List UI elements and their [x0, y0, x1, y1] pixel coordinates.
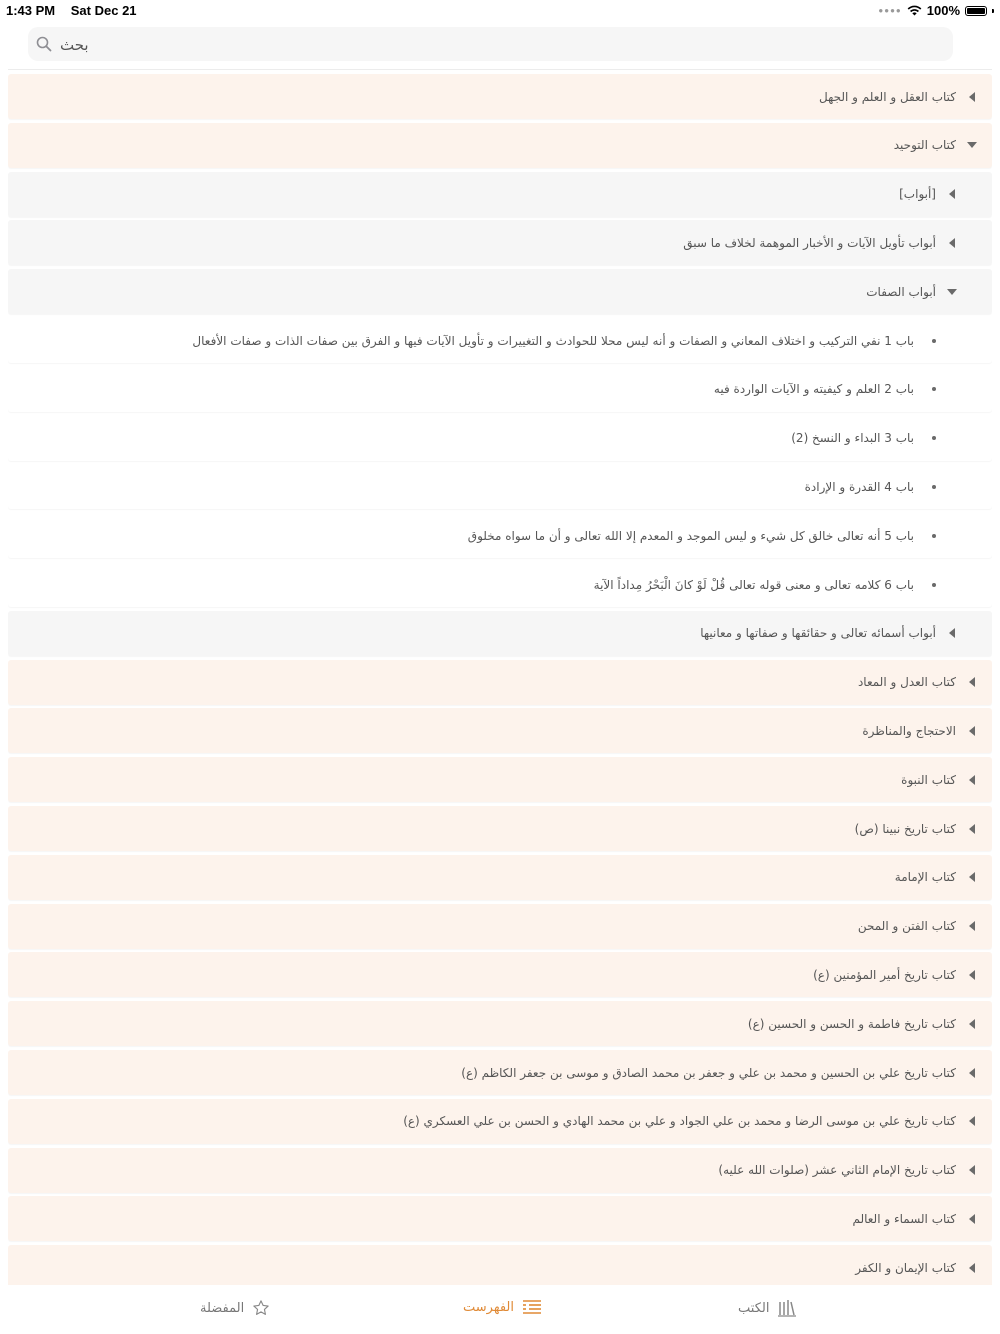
star-icon — [252, 1299, 270, 1317]
disclosure-collapsed-icon[interactable] — [966, 774, 978, 786]
bullet-icon — [928, 335, 940, 347]
cellular-dots-icon: ●●●● — [878, 6, 902, 15]
toc-row-label: كتاب العدل و المعاد — [857, 675, 956, 690]
toc-row-label: كتاب تاريخ فاطمة و الحسن و الحسين (ع) — [747, 1016, 956, 1031]
toc-row-label: [أبواب] — [899, 187, 936, 202]
disclosure-expanded-icon[interactable] — [966, 139, 978, 151]
disclosure-collapsed-icon[interactable] — [966, 1164, 978, 1176]
disclosure-collapsed-icon[interactable] — [966, 1067, 978, 1079]
disclosure-collapsed-icon[interactable] — [966, 1018, 978, 1030]
disclosure-collapsed-icon[interactable] — [966, 969, 978, 981]
battery-percent: 100% — [926, 3, 960, 18]
disclosure-collapsed-icon[interactable] — [966, 1262, 978, 1274]
toc-row-level-0[interactable] — [8, 1245, 992, 1286]
toc-row-level-0[interactable] — [8, 123, 992, 168]
toc-row-label: أبواب تأويل الآيات و الأخبار الموهمة لخلاف ما سبق — [683, 235, 936, 250]
status-date: Sat Dec 21 — [70, 3, 137, 18]
wifi-icon — [907, 5, 922, 16]
search-bar[interactable] — [28, 27, 953, 61]
toc-row-level-0[interactable] — [8, 74, 992, 119]
search-icon — [36, 36, 52, 52]
list-icon — [522, 1299, 542, 1315]
table-of-contents-list[interactable] — [8, 69, 992, 1286]
disclosure-collapsed-icon[interactable] — [966, 725, 978, 737]
toc-row-label: باب 6 كلامه تعالى و معنى قوله تعالى قُلْ لَوْ كانَ الْبَحْرُ مِداداً الآية — [593, 577, 914, 592]
toc-row-level-2[interactable] — [8, 318, 992, 363]
tab-favorites-label: المفضلة — [200, 1300, 245, 1316]
tab-books-label: الكتب — [738, 1300, 770, 1316]
bullet-icon — [928, 579, 940, 591]
status-time: 1:43 PM — [6, 3, 56, 18]
toc-row-label: كتاب التوحيد — [893, 138, 956, 153]
disclosure-collapsed-icon[interactable] — [966, 871, 978, 883]
disclosure-collapsed-icon[interactable] — [966, 91, 978, 103]
toc-row-label: الاحتجاج والمناظرة — [862, 723, 956, 738]
toc-row-label: كتاب تاريخ نبينا (ص) — [854, 821, 956, 836]
toc-row-level-1[interactable] — [8, 172, 992, 217]
toc-row-label: كتاب العقل و العلم و الجهل — [819, 89, 956, 104]
toc-row-label: كتاب الإيمان و الكفر — [855, 1260, 956, 1275]
battery-icon — [965, 6, 987, 16]
toc-row-level-1[interactable] — [8, 220, 992, 265]
toc-row-level-0[interactable] — [8, 1001, 992, 1046]
toc-row-label: كتاب الإمامة — [894, 870, 956, 885]
tab-index-label: الفهرست — [463, 1299, 514, 1315]
bullet-icon — [928, 481, 940, 493]
bullet-icon — [928, 432, 940, 444]
disclosure-expanded-icon[interactable] — [946, 286, 958, 298]
search-input[interactable] — [58, 29, 942, 61]
toc-row-label: كتاب تاريخ علي بن موسى الرضا و محمد بن علي الجواد و علي بن محمد الهادي و الحسن بن علي العسكري (ع) — [403, 1114, 956, 1129]
toc-row-level-0[interactable] — [8, 952, 992, 997]
toc-row-level-0[interactable] — [8, 904, 992, 949]
toc-row-label: كتاب تاريخ أمير المؤمنين (ع) — [813, 967, 956, 982]
toc-row-level-1[interactable] — [8, 269, 992, 314]
disclosure-collapsed-icon[interactable] — [946, 188, 958, 200]
toc-row-level-0[interactable] — [8, 1148, 992, 1193]
toc-row-level-0[interactable] — [8, 1099, 992, 1144]
disclosure-collapsed-icon[interactable] — [966, 920, 978, 932]
toc-row-level-0[interactable] — [8, 1050, 992, 1095]
toc-row-level-2[interactable] — [8, 416, 992, 461]
disclosure-collapsed-icon[interactable] — [966, 1115, 978, 1127]
toc-row-level-1[interactable] — [8, 611, 992, 656]
status-bar — [0, 0, 1000, 22]
bullet-icon — [928, 530, 940, 542]
toc-row-level-0[interactable] — [8, 660, 992, 705]
toc-row-label: كتاب النبوة — [901, 772, 956, 787]
toc-row-level-0[interactable] — [8, 757, 992, 802]
books-icon — [777, 1299, 797, 1317]
toc-row-label: كتاب تاريخ الإمام الثاني عشر (صلوات الله عليه) — [718, 1163, 956, 1178]
toc-row-label: باب 1 نفي التركيب و اختلاف المعاني و الصفات و أنه ليس محلا للحوادث و التغييرات و تأويل الآيات فيها و الفرق بين صفات الذات و صفات الأفعال — [192, 333, 914, 348]
toc-row-level-0[interactable] — [8, 855, 992, 900]
toc-row-label: كتاب الفتن و المحن — [857, 919, 956, 934]
tab-bar — [0, 1285, 1000, 1334]
toc-row-label: باب 4 القدرة و الإرادة — [804, 479, 914, 494]
toc-row-label: باب 3 البداء و النسخ (2) — [791, 431, 914, 446]
disclosure-collapsed-icon[interactable] — [946, 237, 958, 249]
toc-row-label: أبواب أسمائه تعالى و حقائقها و صفاتها و معانيها — [700, 626, 936, 641]
toc-row-level-0[interactable] — [8, 1196, 992, 1241]
toc-row-level-2[interactable] — [8, 464, 992, 509]
bullet-icon — [928, 383, 940, 395]
toc-row-label: أبواب الصفات — [866, 284, 936, 299]
disclosure-collapsed-icon[interactable] — [946, 627, 958, 639]
toc-row-level-2[interactable] — [8, 513, 992, 558]
disclosure-collapsed-icon[interactable] — [966, 676, 978, 688]
disclosure-collapsed-icon[interactable] — [966, 1213, 978, 1225]
tab-books[interactable] — [738, 1299, 797, 1317]
toc-row-label: كتاب تاريخ علي بن الحسين و محمد بن علي و جعفر بن محمد الصادق و موسى بن جعفر الكاظم (ع) — [461, 1065, 956, 1080]
toc-row-label: باب 5 أنه تعالى خالق كل شيء و ليس الموجد و المعدم إلا الله تعالى و أن ما سواه مخلوق — [467, 528, 914, 543]
toc-row-label: كتاب السماء و العالم — [852, 1211, 956, 1226]
tab-index[interactable] — [463, 1299, 542, 1315]
tab-favorites[interactable] — [200, 1299, 270, 1317]
toc-row-label: باب 2 العلم و كيفيته و الآيات الواردة فيه — [713, 382, 914, 397]
toc-row-level-2[interactable] — [8, 562, 992, 607]
toc-row-level-2[interactable] — [8, 367, 992, 412]
toc-row-level-0[interactable] — [8, 708, 992, 753]
disclosure-collapsed-icon[interactable] — [966, 823, 978, 835]
toc-row-level-0[interactable] — [8, 806, 992, 851]
